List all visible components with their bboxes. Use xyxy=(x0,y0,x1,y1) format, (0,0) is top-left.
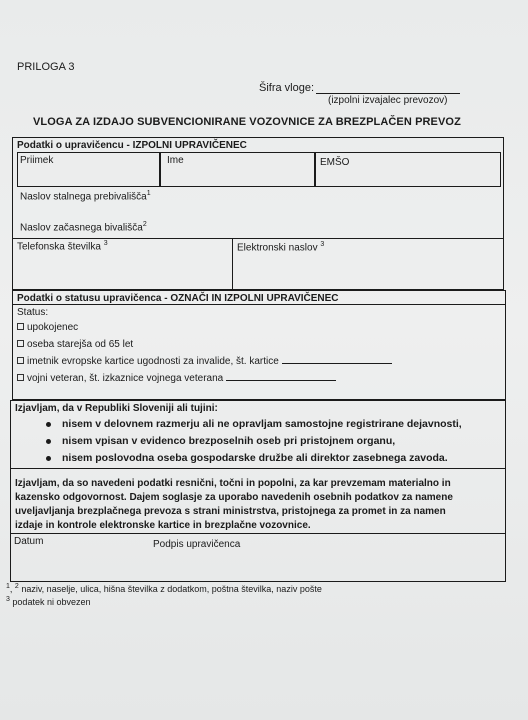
application-code-label: Šifra vloge: xyxy=(259,82,315,94)
signature-label[interactable]: Podpis upravičenca xyxy=(153,539,241,550)
card-number-field[interactable] xyxy=(282,363,392,364)
checkbox[interactable] xyxy=(17,340,24,347)
footnote-1-2: $^1$, $^2$ naziv, naselje, ulica, hišna številka z dodatkom, poštna številka, naziv pošte xyxy=(6,583,322,594)
application-code-note: (izpolni izvajalec prevozov) xyxy=(328,95,448,106)
annex-label: PRILOGA 3 xyxy=(17,61,75,73)
application-code-field[interactable] xyxy=(316,93,460,94)
temporary-address-label[interactable]: Naslov začasnega bivališča$^2$ xyxy=(20,221,147,234)
veteran-card-field[interactable] xyxy=(226,380,336,381)
option-war-veteran[interactable]: vojni veteran, št. izkaznice vojnega veterana xyxy=(17,373,336,384)
permanent-address-label[interactable]: Naslov stalnega prebivališča$^1$ xyxy=(20,190,151,203)
phone-label[interactable]: Telefonska številka $^3$ xyxy=(17,240,108,253)
status-section-title: Podatki o statusu upravičenca - OZNAČI IN IZPOLNI UPRAVIČENEC xyxy=(17,293,339,304)
declaration-intro: Izjavljam, da v Republiki Sloveniji ali tujini: xyxy=(15,403,218,414)
email-label[interactable]: Elektronski naslov $^3$ xyxy=(237,241,325,254)
divider xyxy=(13,304,505,305)
name-label: Ime xyxy=(167,155,184,166)
consent-line-2: kazensko odgovornost. Dajem soglasje za uporabo navedenih osebnih podatkov za namene xyxy=(15,492,453,503)
consent-line-1: Izjavljam, da so navedeni podatki resnični, točni in popolni, za kar prevzemam materialno in xyxy=(15,478,451,489)
list-item: nisem poslovodna oseba gospodarske družbe ali direktor zasebnega zavoda. xyxy=(46,452,462,469)
divider xyxy=(13,238,503,239)
date-label[interactable]: Datum xyxy=(14,536,44,547)
option-disability-card[interactable]: imetnik evropske kartice ugodnosti za invalide, št. kartice xyxy=(17,356,392,367)
checkbox[interactable] xyxy=(17,357,24,364)
emso-label: EMŠO xyxy=(320,157,350,168)
list-item: nisem vpisan v evidenco brezposelnih oseb pri pristojnem organu, xyxy=(46,435,462,452)
divider xyxy=(11,468,505,469)
footnote-3: $^3$ podatek ni obvezen xyxy=(6,596,91,607)
consent-line-3: uveljavljanja brezplačnega prevoza s strani ministrstva, pristojnega za promet in za namen xyxy=(15,506,446,517)
option-retired[interactable]: upokojenec xyxy=(17,322,78,333)
surname-label: Priimek xyxy=(20,155,54,166)
consent-line-4: izdaje in kontrole elektronske kartice in brezplačne vozovnice. xyxy=(15,520,311,531)
divider xyxy=(232,238,233,289)
option-over-65[interactable]: oseba starejša od 65 let xyxy=(17,339,133,350)
beneficiary-section-title: Podatki o upravičencu - IZPOLNI UPRAVIČENEC xyxy=(17,140,247,151)
form-title: VLOGA ZA IZDAJO SUBVENCIONIRANE VOZOVNICE ZA BREZPLAČEN PREVOZ xyxy=(33,116,461,128)
divider xyxy=(11,533,505,534)
list-item: nisem v delovnem razmerju ali ne opravljam samostojne registrirane dejavnosti, xyxy=(46,418,462,435)
declaration-list xyxy=(46,418,462,469)
checkbox[interactable] xyxy=(17,323,24,330)
checkbox[interactable] xyxy=(17,374,24,381)
status-label: Status: xyxy=(17,307,49,318)
